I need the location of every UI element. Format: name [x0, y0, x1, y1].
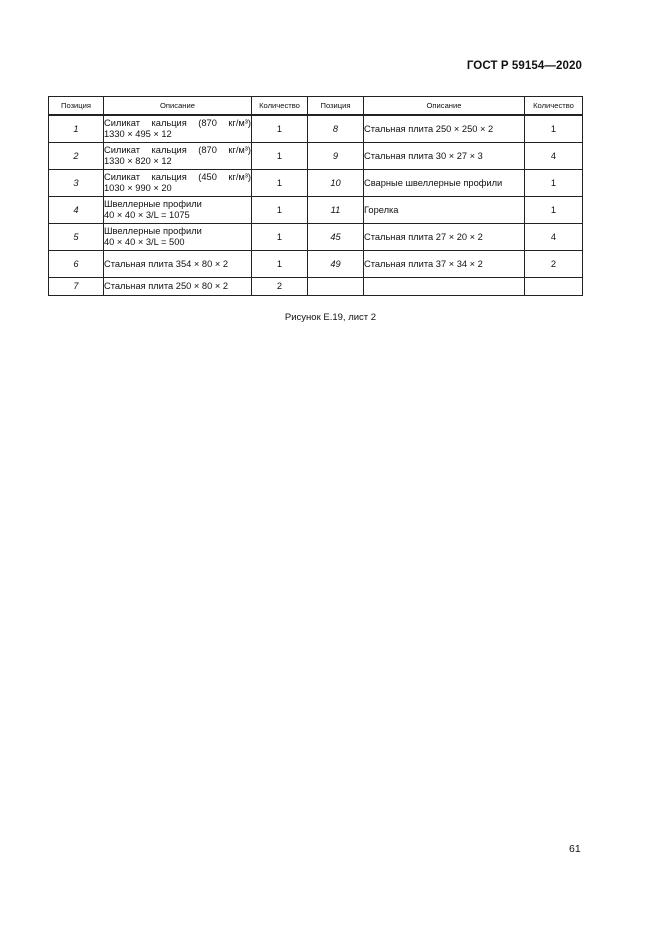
- table-header-row: [49, 97, 583, 116]
- table-row: [49, 143, 583, 170]
- description-line: Швеллерные профили: [104, 199, 202, 209]
- table-row: [49, 224, 583, 251]
- position-cell: 11: [308, 197, 364, 224]
- position-cell: 5: [49, 224, 104, 251]
- description-line: Силикат кальция (450 кг/м³): [104, 172, 251, 182]
- document-id: ГОСТ Р 59154—2020: [466, 60, 582, 72]
- table-row: [49, 170, 583, 197]
- figure-caption: Рисунок Е.19, лист 2: [284, 312, 377, 323]
- description-cell: [364, 251, 525, 278]
- description-cell: [364, 224, 525, 251]
- position-cell: 7: [49, 278, 104, 296]
- description-cell: [364, 170, 525, 197]
- description-line: Силикат кальция (870 кг/м³): [104, 145, 251, 155]
- table-row: [49, 115, 583, 143]
- position-cell: 49: [308, 251, 364, 278]
- description-cell: [364, 197, 525, 224]
- description-line: Стальная плита 354 × 80 × 2: [104, 258, 229, 269]
- description-line: 1030 × 990 × 20: [104, 183, 172, 193]
- position-cell: 8: [308, 115, 364, 143]
- quantity-cell: 1: [252, 224, 308, 251]
- description-cell: [104, 197, 252, 224]
- description-cell: [104, 115, 252, 143]
- quantity-cell: 1: [252, 251, 308, 278]
- description-cell: [104, 278, 252, 296]
- description-cell: [364, 115, 525, 143]
- quantity-cell: 2: [525, 251, 583, 278]
- description-line: Стальная плита 250 × 80 × 2: [104, 281, 229, 291]
- position-cell: [308, 278, 364, 296]
- quantity-cell: 1: [525, 197, 583, 224]
- table-row: [49, 278, 583, 296]
- quantity-cell: 1: [525, 115, 583, 143]
- quantity-cell: 1: [252, 197, 308, 224]
- description-line: 40 × 40 × 3/L = 500: [104, 237, 185, 247]
- description-line: 1330 × 495 × 12: [104, 129, 172, 139]
- description-line: Сварные швеллерные профили: [364, 177, 503, 188]
- description-line: Силикат кальция (870 кг/м³): [104, 118, 251, 128]
- description-cell: [104, 143, 252, 170]
- description-line: Стальная плита 250 × 250 × 2: [364, 123, 494, 134]
- description-cell: [104, 170, 252, 197]
- position-cell: 1: [49, 115, 104, 143]
- quantity-cell: 2: [252, 278, 308, 296]
- quantity-cell: 1: [252, 115, 308, 143]
- page-number: 61: [569, 843, 581, 855]
- description-cell: [104, 224, 252, 251]
- description-cell: [364, 278, 525, 296]
- description-cell: [364, 143, 525, 170]
- quantity-cell: [525, 278, 583, 296]
- position-cell: 4: [49, 197, 104, 224]
- description-line: Стальная плита 30 × 27 × 3: [364, 150, 483, 161]
- column-header-position: Позиция: [308, 97, 364, 116]
- table-row: [49, 197, 583, 224]
- description-line: Стальная плита 27 × 20 × 2: [364, 231, 483, 242]
- quantity-cell: 1: [525, 170, 583, 197]
- column-header-description: Описание: [104, 97, 252, 116]
- position-cell: 3: [49, 170, 104, 197]
- position-cell: 10: [308, 170, 364, 197]
- quantity-cell: 4: [525, 143, 583, 170]
- column-header-description: Описание: [364, 97, 525, 116]
- description-line: 40 × 40 × 3/L = 1075: [104, 210, 190, 220]
- quantity-cell: 1: [252, 143, 308, 170]
- description-line: Швеллерные профили: [104, 226, 202, 236]
- quantity-cell: 1: [252, 170, 308, 197]
- description-line: 1330 × 820 × 12: [104, 156, 172, 166]
- description-cell: [104, 251, 252, 278]
- column-header-quantity: Количество: [525, 97, 583, 116]
- position-cell: 6: [49, 251, 104, 278]
- quantity-cell: 4: [525, 224, 583, 251]
- column-header-position: Позиция: [49, 97, 104, 116]
- position-cell: 9: [308, 143, 364, 170]
- table-row: [49, 251, 583, 278]
- column-header-quantity: Количество: [252, 97, 308, 116]
- specification-table: [48, 96, 583, 296]
- description-line: Горелка: [364, 204, 399, 215]
- position-cell: 45: [308, 224, 364, 251]
- description-line: Стальная плита 37 × 34 × 2: [364, 258, 483, 269]
- position-cell: 2: [49, 143, 104, 170]
